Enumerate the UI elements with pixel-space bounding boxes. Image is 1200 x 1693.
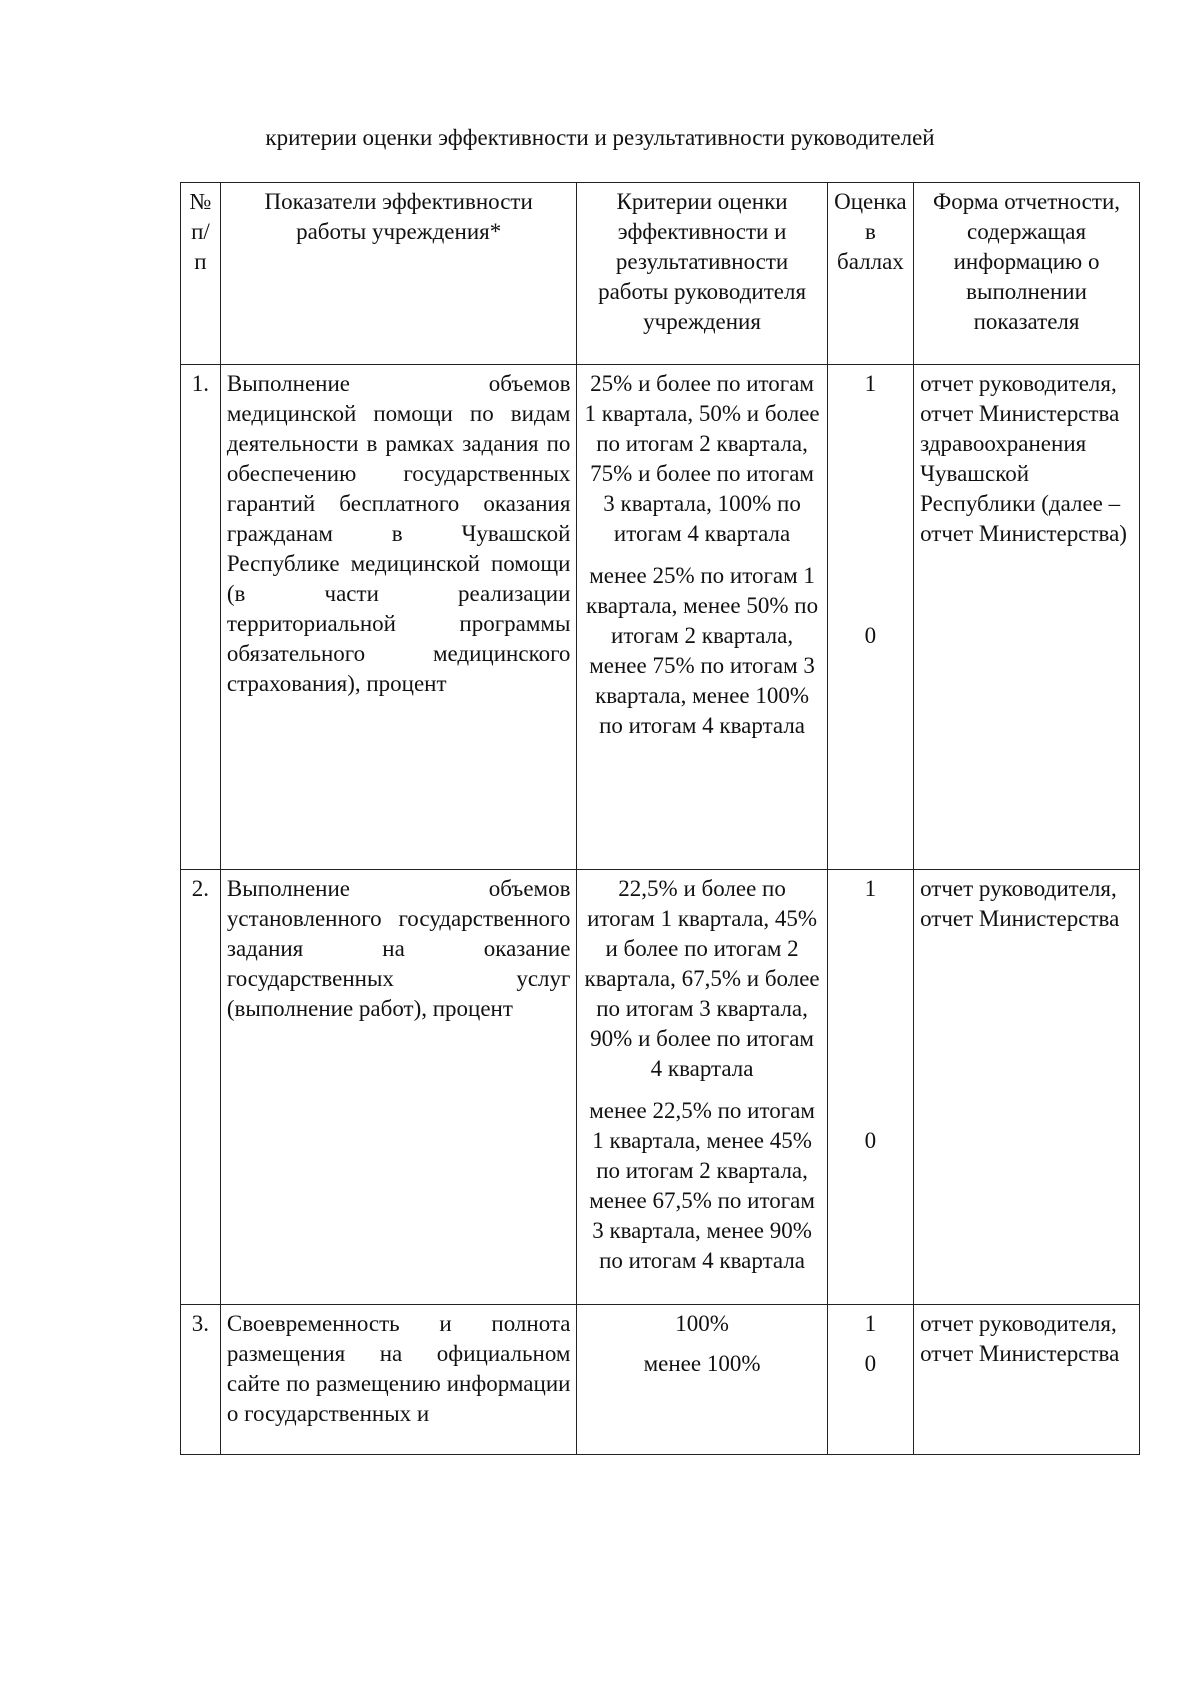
indicator-cell: Своевременность и полнота размещения на официальном сайте по размещению информации о государственных и (220, 1305, 577, 1455)
criteria-text: менее 100% (643, 1351, 761, 1376)
header-num: № п/п (181, 183, 221, 365)
table-row (181, 365, 1140, 870)
criteria-text: менее 25% по итогам 1 квартала, менее 50% по итогам 2 квартала, менее 75% по итогам 3 квартала, менее 100% по итогам 4 квартала (586, 563, 819, 738)
criteria-cell (577, 1305, 827, 1455)
header-indicator: Показатели эффективности работы учреждения* (220, 183, 577, 365)
report-form-cell: отчет руководителя, отчет Министерства здравоохранения Чувашской Республики (далее – отчет Министерства) (914, 365, 1140, 870)
score-cell (827, 365, 913, 870)
header-form: Форма отчетности, содержащая информацию о выполнении показателя (914, 183, 1140, 365)
page-title: критерии оценки эффективности и результативности руководителей (265, 125, 935, 150)
report-form-cell: отчет руководителя, отчет Министерства (914, 1305, 1140, 1455)
criteria-text: 22,5% и более по итогам 1 квартала, 45% и более по итогам 2 квартала, 67,5% и более по итогам 3 квартала, 90% и более по итогам 4 квартала (584, 876, 820, 1081)
criteria-text: 100% (675, 1311, 729, 1336)
criteria-text: 25% и более по итогам 1 квартала, 50% и более по итогам 2 квартала, 75% и более по итогам 3 квартала, 100% по итогам 4 квартала (584, 371, 820, 546)
report-form-cell: отчет руководителя, отчет Министерства (914, 870, 1140, 1305)
score-cell (827, 870, 913, 1305)
header-criteria: Критерии оценки эффективности и результативности работы руководителя учреждения (577, 183, 827, 365)
score-value: 1 (864, 876, 877, 901)
header-score: Оценка в баллах (827, 183, 913, 365)
score-value: 1 (864, 371, 877, 396)
criteria-text: менее 22,5% по итогам 1 квартала, менее 45% по итогам 2 квартала, менее 67,5% по итогам 3 квартала, менее 90% по итогам 4 квартала (589, 1098, 815, 1273)
score-value: 0 (864, 623, 877, 648)
row-number: 1. (181, 365, 221, 870)
indicator-cell: Выполнение объемов медицинской помощи по видам деятельности в рамках задания по обеспечению государственных гарантий бесплатного оказания гражданам в Чувашской Республике медицинской помощи (в части реализации территориальной программы обязательного медицинского страхования), процент (220, 365, 577, 870)
indicator-cell: Выполнение объемов установленного государственного задания на оказание государственных услуг (выполнение работ), процент (220, 870, 577, 1305)
row-number: 3. (181, 1305, 221, 1455)
score-cell (827, 1305, 913, 1455)
criteria-cell (577, 870, 827, 1305)
table-row (181, 870, 1140, 1305)
criteria-cell (577, 365, 827, 870)
table-header-row (181, 183, 1140, 365)
score-value: 0 (864, 1128, 877, 1153)
score-value: 1 (864, 1311, 877, 1336)
row-number: 2. (181, 870, 221, 1305)
criteria-table (180, 182, 1140, 1455)
table-row (181, 1305, 1140, 1455)
score-value: 0 (864, 1351, 877, 1376)
